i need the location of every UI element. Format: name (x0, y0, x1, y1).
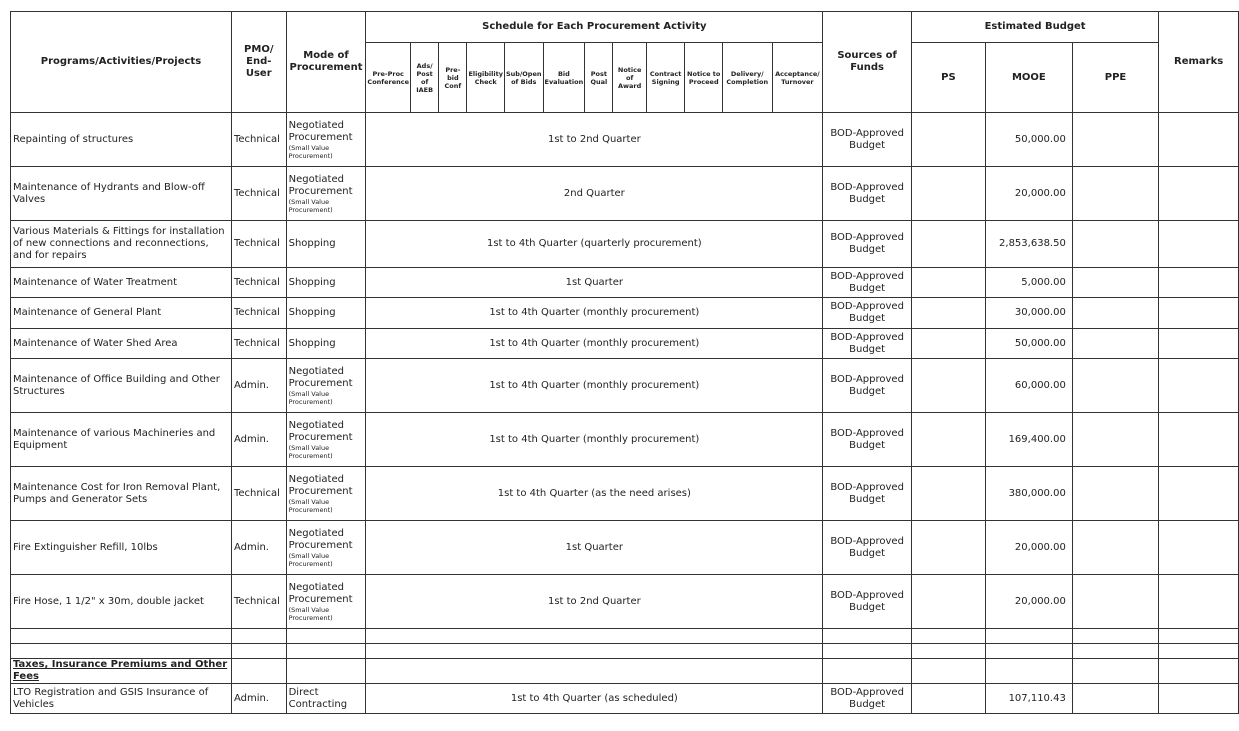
remarks-cell (1159, 298, 1239, 329)
mode-cell (286, 684, 366, 714)
ppe-cell (1072, 575, 1158, 629)
mode-cell (286, 467, 366, 521)
ppe-cell (1072, 113, 1158, 167)
source-cell: BOD-Approved Budget (823, 113, 912, 167)
header-sub: Bid Evaluation (543, 43, 585, 113)
ppe-cell (1072, 521, 1158, 575)
program-cell: Maintenance of Water Treatment (11, 268, 232, 298)
mode-cell (286, 359, 366, 413)
program-cell: Maintenance Cost for Iron Removal Plant, Pumps and Generator Sets (11, 467, 232, 521)
table-row (11, 268, 1239, 298)
header-sub: Sub/Open of Bids (504, 43, 543, 113)
pmo-cell: Technical (231, 268, 286, 298)
mode-label: Negotiated Procurement (288, 173, 353, 197)
schedule-cell: 1st to 2nd Quarter (366, 113, 823, 167)
table-row (11, 298, 1239, 329)
table-row (11, 413, 1239, 467)
source-cell: BOD-Approved Budget (823, 167, 912, 221)
table-header (11, 12, 1239, 113)
source-cell: BOD-Approved Budget (823, 329, 912, 359)
ppe-cell (1072, 221, 1158, 268)
mode-label: Negotiated Procurement (288, 581, 353, 605)
header-sub: Pre-Proc Conference (366, 43, 411, 113)
schedule-cell: 2nd Quarter (366, 167, 823, 221)
pmo-cell: Technical (231, 221, 286, 268)
source-cell: BOD-Approved Budget (823, 521, 912, 575)
remarks-cell (1159, 329, 1239, 359)
header-sub: Acceptance/ Turnover (772, 43, 823, 113)
table-row (11, 359, 1239, 413)
source-cell: BOD-Approved Budget (823, 684, 912, 714)
ppe-cell (1072, 329, 1158, 359)
mooe-cell: 50,000.00 (985, 113, 1072, 167)
remarks-cell (1159, 467, 1239, 521)
mooe-cell: 5,000.00 (985, 268, 1072, 298)
procurement-table (10, 11, 1239, 714)
program-cell: Repainting of structures (11, 113, 232, 167)
table-row (11, 521, 1239, 575)
pmo-cell: Admin. (231, 359, 286, 413)
ps-cell (911, 221, 985, 268)
header-sources: Sources of Funds (823, 12, 912, 113)
mode-label: Shopping (288, 276, 336, 288)
remarks-cell (1159, 221, 1239, 268)
header-sub: Notice of Award (613, 43, 646, 113)
pmo-cell: Technical (231, 298, 286, 329)
schedule-cell: 1st to 2nd Quarter (366, 575, 823, 629)
ps-cell (911, 329, 985, 359)
mode-label: Negotiated Procurement (288, 527, 353, 551)
remarks-cell (1159, 113, 1239, 167)
source-cell: BOD-Approved Budget (823, 268, 912, 298)
mode-cell (286, 575, 366, 629)
header-sub: Pre-bid Conf (439, 43, 467, 113)
ppe-cell (1072, 167, 1158, 221)
program-cell: Fire Hose, 1 1/2" x 30m, double jacket (11, 575, 232, 629)
mode-label: Negotiated Procurement (288, 419, 353, 443)
mooe-cell: 20,000.00 (985, 521, 1072, 575)
source-cell: BOD-Approved Budget (823, 575, 912, 629)
procurement-plan-sheet (10, 11, 1239, 714)
schedule-cell: 1st to 4th Quarter (as the need arises) (366, 467, 823, 521)
ps-cell (911, 113, 985, 167)
ps-cell (911, 298, 985, 329)
schedule-cell: 1st to 4th Quarter (monthly procurement) (366, 298, 823, 329)
ps-cell (911, 521, 985, 575)
program-cell: Fire Extinguisher Refill, 10lbs (11, 521, 232, 575)
ps-cell (911, 268, 985, 298)
header-sub: Ads/ Post of IAEB (411, 43, 439, 113)
mode-note: (Small Value Procurement) (288, 497, 333, 514)
ppe-cell (1072, 467, 1158, 521)
remarks-cell (1159, 359, 1239, 413)
header-remarks: Remarks (1159, 12, 1239, 113)
empty-row (11, 644, 1239, 659)
ppe-cell (1072, 268, 1158, 298)
remarks-cell (1159, 167, 1239, 221)
schedule-cell: 1st Quarter (366, 268, 823, 298)
program-cell: Various Materials & Fittings for installation of new connections and reconnections, and for repairs (11, 221, 232, 268)
pmo-cell: Technical (231, 575, 286, 629)
table-row (11, 329, 1239, 359)
mooe-cell: 107,110.43 (985, 684, 1072, 714)
mooe-cell: 60,000.00 (985, 359, 1072, 413)
header-mooe: MOOE (985, 43, 1072, 113)
mode-cell (286, 113, 366, 167)
mode-cell (286, 167, 366, 221)
mode-note: (Small Value Procurement) (288, 443, 333, 460)
mode-note: (Small Value Procurement) (288, 605, 333, 622)
ps-cell (911, 359, 985, 413)
mode-note: (Small Value Procurement) (288, 143, 333, 160)
mode-label: Direct Contracting (288, 686, 348, 710)
pmo-cell: Technical (231, 167, 286, 221)
mode-label: Negotiated Procurement (288, 473, 353, 497)
header-sub: Delivery/ Completion (723, 43, 773, 113)
ppe-cell (1072, 684, 1158, 714)
program-cell: Maintenance of General Plant (11, 298, 232, 329)
header-sub: Post Qual (585, 43, 613, 113)
ppe-cell (1072, 298, 1158, 329)
remarks-cell (1159, 684, 1239, 714)
mode-cell (286, 268, 366, 298)
mode-cell (286, 521, 366, 575)
schedule-cell: 1st Quarter (366, 521, 823, 575)
source-cell: BOD-Approved Budget (823, 467, 912, 521)
program-cell: Maintenance of Hydrants and Blow-off Valves (11, 167, 232, 221)
source-cell: BOD-Approved Budget (823, 221, 912, 268)
mode-cell (286, 221, 366, 268)
mooe-cell: 20,000.00 (985, 167, 1072, 221)
table-row (11, 167, 1239, 221)
mooe-cell: 50,000.00 (985, 329, 1072, 359)
source-cell: BOD-Approved Budget (823, 413, 912, 467)
pmo-cell: Admin. (231, 521, 286, 575)
header-budget: Estimated Budget (911, 12, 1158, 43)
program-cell: Maintenance of various Machineries and Equipment (11, 413, 232, 467)
mode-label: Negotiated Procurement (288, 119, 353, 143)
header-programs: Programs/Activities/Projects (11, 12, 232, 113)
section-row (11, 659, 1239, 684)
header-sub: Contract Signing (646, 43, 685, 113)
mode-cell (286, 329, 366, 359)
ps-cell (911, 413, 985, 467)
mode-note: (Small Value Procurement) (288, 551, 333, 568)
empty-row (11, 629, 1239, 644)
mode-cell (286, 413, 366, 467)
ppe-cell (1072, 413, 1158, 467)
mode-note: (Small Value Procurement) (288, 197, 333, 214)
section-title: Taxes, Insurance Premiums and Other Fees (11, 659, 232, 684)
source-cell: BOD-Approved Budget (823, 298, 912, 329)
program-cell: Maintenance of Water Shed Area (11, 329, 232, 359)
mode-note: (Small Value Procurement) (288, 389, 333, 406)
mode-label: Shopping (288, 238, 336, 249)
header-ps: PS (911, 43, 985, 113)
pmo-cell: Technical (231, 329, 286, 359)
header-schedule: Schedule for Each Procurement Activity (366, 12, 823, 43)
remarks-cell (1159, 575, 1239, 629)
ps-cell (911, 167, 985, 221)
header-sub: Notice to Proceed (685, 43, 723, 113)
header-pmo: PMO/ End-User (231, 12, 286, 113)
table-row (11, 684, 1239, 714)
remarks-cell (1159, 521, 1239, 575)
program-cell: LTO Registration and GSIS Insurance of Vehicles (11, 684, 232, 714)
table-row (11, 467, 1239, 521)
schedule-cell: 1st to 4th Quarter (monthly procurement) (366, 329, 823, 359)
mode-label: Negotiated Procurement (288, 365, 353, 389)
schedule-cell: 1st to 4th Quarter (monthly procurement) (366, 359, 823, 413)
mooe-cell: 169,400.00 (985, 413, 1072, 467)
mooe-cell: 30,000.00 (985, 298, 1072, 329)
mode-cell (286, 298, 366, 329)
header-mode: Mode of Procurement (286, 12, 366, 113)
table-row (11, 221, 1239, 268)
source-cell: BOD-Approved Budget (823, 359, 912, 413)
mooe-cell: 20,000.00 (985, 575, 1072, 629)
header-sub: Eligibility Check (467, 43, 504, 113)
program-cell: Maintenance of Office Building and Other Structures (11, 359, 232, 413)
mooe-cell: 2,853,638.50 (985, 221, 1072, 268)
table-row (11, 575, 1239, 629)
ps-cell (911, 467, 985, 521)
remarks-cell (1159, 268, 1239, 298)
ps-cell (911, 575, 985, 629)
table-row (11, 113, 1239, 167)
pmo-cell: Technical (231, 467, 286, 521)
ps-cell (911, 684, 985, 714)
schedule-cell: 1st to 4th Quarter (as scheduled) (366, 684, 823, 714)
pmo-cell: Admin. (231, 413, 286, 467)
pmo-cell: Admin. (231, 684, 286, 714)
header-ppe: PPE (1072, 43, 1158, 113)
pmo-cell: Technical (231, 113, 286, 167)
mooe-cell: 380,000.00 (985, 467, 1072, 521)
schedule-cell: 1st to 4th Quarter (quarterly procurement) (366, 221, 823, 268)
remarks-cell (1159, 413, 1239, 467)
schedule-cell: 1st to 4th Quarter (monthly procurement) (366, 413, 823, 467)
mode-label: Shopping (288, 307, 336, 318)
mode-label: Shopping (288, 337, 336, 349)
ppe-cell (1072, 359, 1158, 413)
table-body (11, 113, 1239, 714)
